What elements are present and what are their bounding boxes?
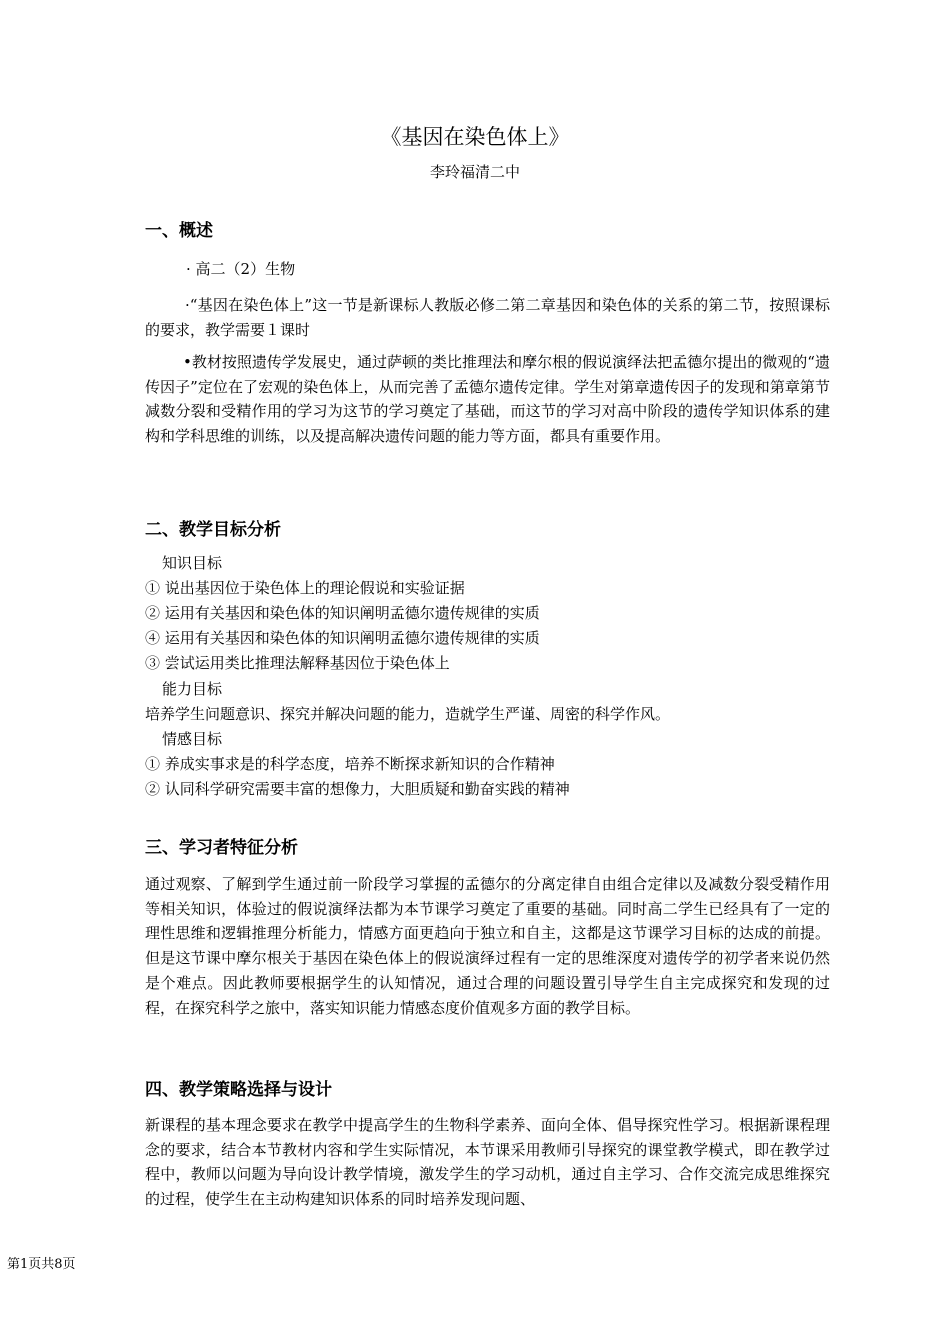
section-heading-teaching-strategy: 四、教学策略选择与设计: [145, 1080, 332, 1100]
knowledge-item: ④ 运用有关基因和染色体的知识阐明孟德尔遗传规律的实质: [145, 629, 540, 647]
section-heading-objectives: 二、教学目标分析: [145, 520, 281, 540]
page-footer: 第1页共8页: [7, 1257, 76, 1272]
overview-textbook-analysis: •教材按照遗传学发展史，通过萨顿的类比推理法和摩尔根的假说演绎法把孟德尔提出的微观的“遗传因子”定位在了宏观的染色体上，从而完善了孟德尔遗传定律。学生对第章遗传因子的发现和第章第节减数分裂和受精作用的学习为这节的学习奠定了基础，而这节的学习对高中阶段的遗传学知识体系的建构和学科思维的训练，以及提高解决遗传问题的能力等方面，都具有重要作用。: [145, 353, 830, 446]
emotion-item: ② 认同科学研究需要丰富的想像力，大胆质疑和勤奋实践的精神: [145, 780, 570, 798]
knowledge-item: ③ 尝试运用类比推理法解释基因位于染色体上: [145, 654, 450, 672]
ability-objectives-label: 能力目标: [162, 680, 223, 698]
emotion-item: ① 养成实事求是的科学态度，培养不断探求新知识的合作精神: [145, 755, 555, 773]
overview-lesson-position: ·“基因在染色体上”这一节是新课标人教版必修二第二章基因和染色体的关系的第二节，按照课标的要求，教学需要１课时: [145, 296, 830, 339]
author-line: 李玲福清二中: [429, 163, 520, 181]
knowledge-objectives-label: 知识目标: [162, 554, 223, 572]
section-heading-overview: 一、概述: [145, 221, 213, 241]
ability-objectives-text: 培养学生问题意识、探究并解决问题的能力，造就学生严谨、周密的科学作风。: [145, 705, 671, 723]
emotion-objectives-label: 情感目标: [162, 730, 223, 748]
knowledge-item: ② 运用有关基因和染色体的知识阐明孟德尔遗传规律的实质: [145, 604, 540, 622]
learner-analysis-text: 通过观察、了解到学生通过前一阶段学习掌握的孟德尔的分离定律自由组合定律以及减数分裂受精作用等相关知识，体验过的假说演绎法都为本节课学习奠定了重要的基础。同时高二学生已经具有了一定的理性思维和逻辑推理分析能力，情感方面更趋向于独立和自主，这都是这节课学习目标的达成的前提。但是这节课中摩尔根关于基因在染色体上的假说演绎过程有一定的思维深度对遗传学的初学者来说仍然是个难点。因此教师要根据学生的认知情况，通过合理的问题设置引导学生自主完成探究和发现的过程，在探究科学之旅中，落实知识能力情感态度价值观多方面的教学目标。: [145, 875, 830, 1017]
teaching-strategy-text: 新课程的基本理念要求在教学中提高学生的生物科学素养、面向全体、倡导探究性学习。根据新课程理念的要求，结合本节教材内容和学生实际情况，本节课采用教师引导探究的课堂教学模式，即在教学过程中，教师以问题为导向设计教学情境，激发学生的学习动机，通过自主学习、合作交流完成思维探究的过程，使学生在主动构建知识体系的同时培养发现问题、: [145, 1116, 830, 1209]
document-title: 《基因在染色体上》: [380, 125, 570, 149]
overview-grade-subject: · 高二（2）生物: [186, 260, 296, 278]
knowledge-item: ① 说出基因位于染色体上的理论假说和实验证据: [145, 579, 465, 597]
section-heading-learner-analysis: 三、学习者特征分析: [145, 838, 298, 858]
